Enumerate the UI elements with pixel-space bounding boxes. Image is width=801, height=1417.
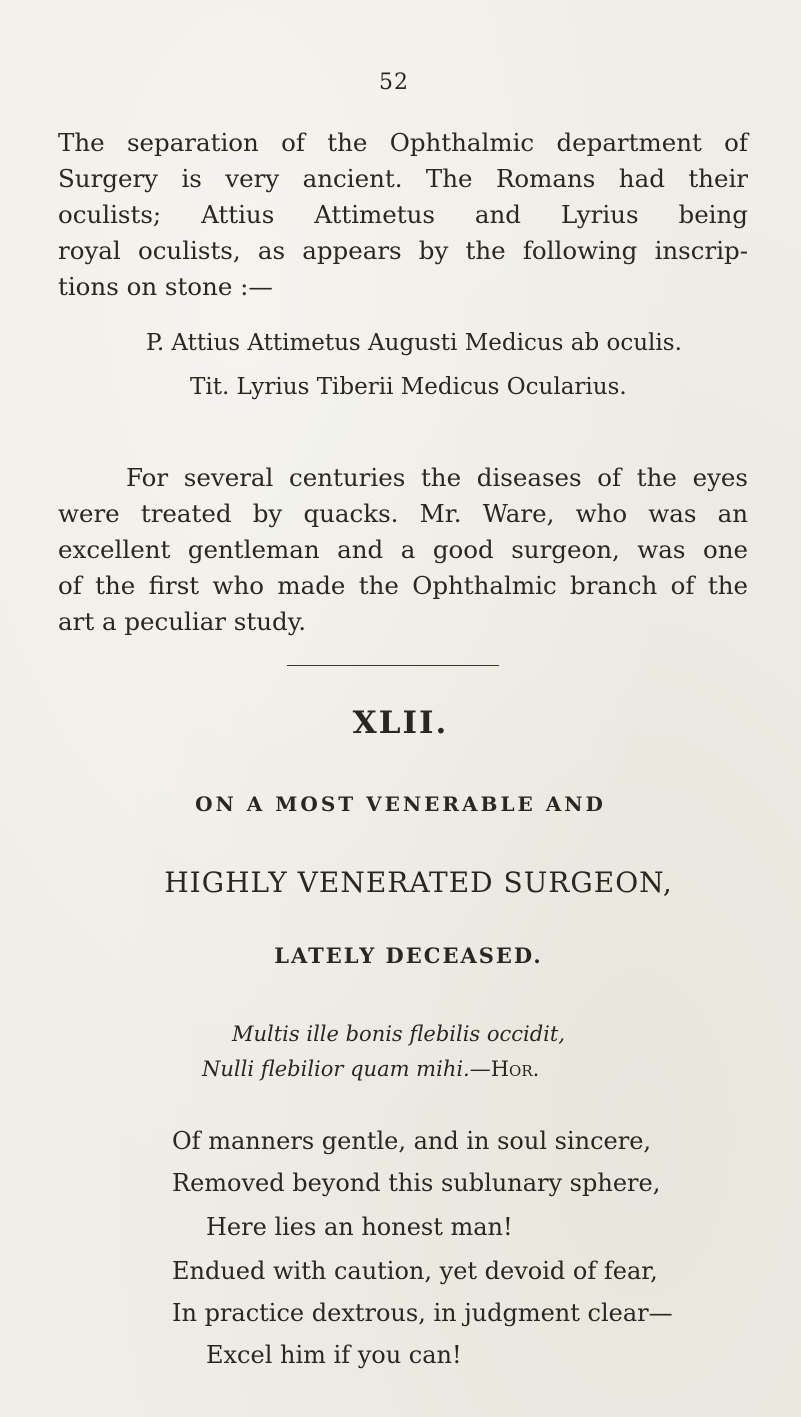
poem-line: Here lies an honest man! <box>206 1213 513 1241</box>
epigraph-attribution: Hor. <box>490 1057 540 1081</box>
paragraph-line: Surgery is very ancient. The Romans had their <box>58 164 748 193</box>
poem-line: Of manners gentle, and in soul sincere, <box>172 1127 652 1155</box>
paragraph-line: excellent gentleman and a good surgeon, was one <box>58 535 748 564</box>
paragraph-ophthalmic-history <box>58 125 748 305</box>
section-heading-line-3: LATELY DECEASED. <box>274 943 543 968</box>
epigraph-line-1: Multis ille bonis flebilis occidit, <box>232 1022 566 1046</box>
poem-line: Endued with caution, yet devoid of fear, <box>172 1257 658 1285</box>
paragraph-line: of the first who made the Ophthalmic branch of the <box>58 571 748 600</box>
paragraph-line: For several centuries the diseases of the eyes <box>126 463 748 492</box>
paragraph-line: The separation of the Ophthalmic department of <box>58 128 748 157</box>
poem-line: In practice dextrous, in judgment clear— <box>172 1299 673 1327</box>
paragraph-line: were treated by quacks. Mr. Ware, who was an <box>58 499 748 528</box>
inscription-line: Tit. Lyrius Tiberii Medicus Ocularius. <box>190 374 627 400</box>
paragraph-line: art a peculiar study. <box>58 607 307 636</box>
section-heading-line-2: HIGHLY VENERATED SURGEON, <box>164 866 673 899</box>
section-heading-line-1: ON A MOST VENERABLE AND <box>195 792 606 816</box>
page-number: 52 <box>379 70 409 95</box>
epigraph-line-2 <box>202 1057 539 1081</box>
epigraph-text: Nulli flebilior quam mihi.— <box>202 1057 491 1081</box>
section-divider <box>287 665 499 666</box>
inscription-line: P. Attius Attimetus Augusti Medicus ab oculis. <box>146 330 682 356</box>
section-number: XLII. <box>352 705 449 741</box>
paragraph-line: royal oculists, as appears by the following inscrip- <box>58 236 748 265</box>
poem-line: Excel him if you can! <box>206 1341 462 1369</box>
poem-line: Removed beyond this sublunary sphere, <box>172 1169 661 1197</box>
paragraph-line: oculists; Attius Attimetus and Lyrius being <box>58 200 748 229</box>
paragraph-line: tions on stone :— <box>58 272 273 301</box>
paragraph-quacks <box>58 460 748 640</box>
